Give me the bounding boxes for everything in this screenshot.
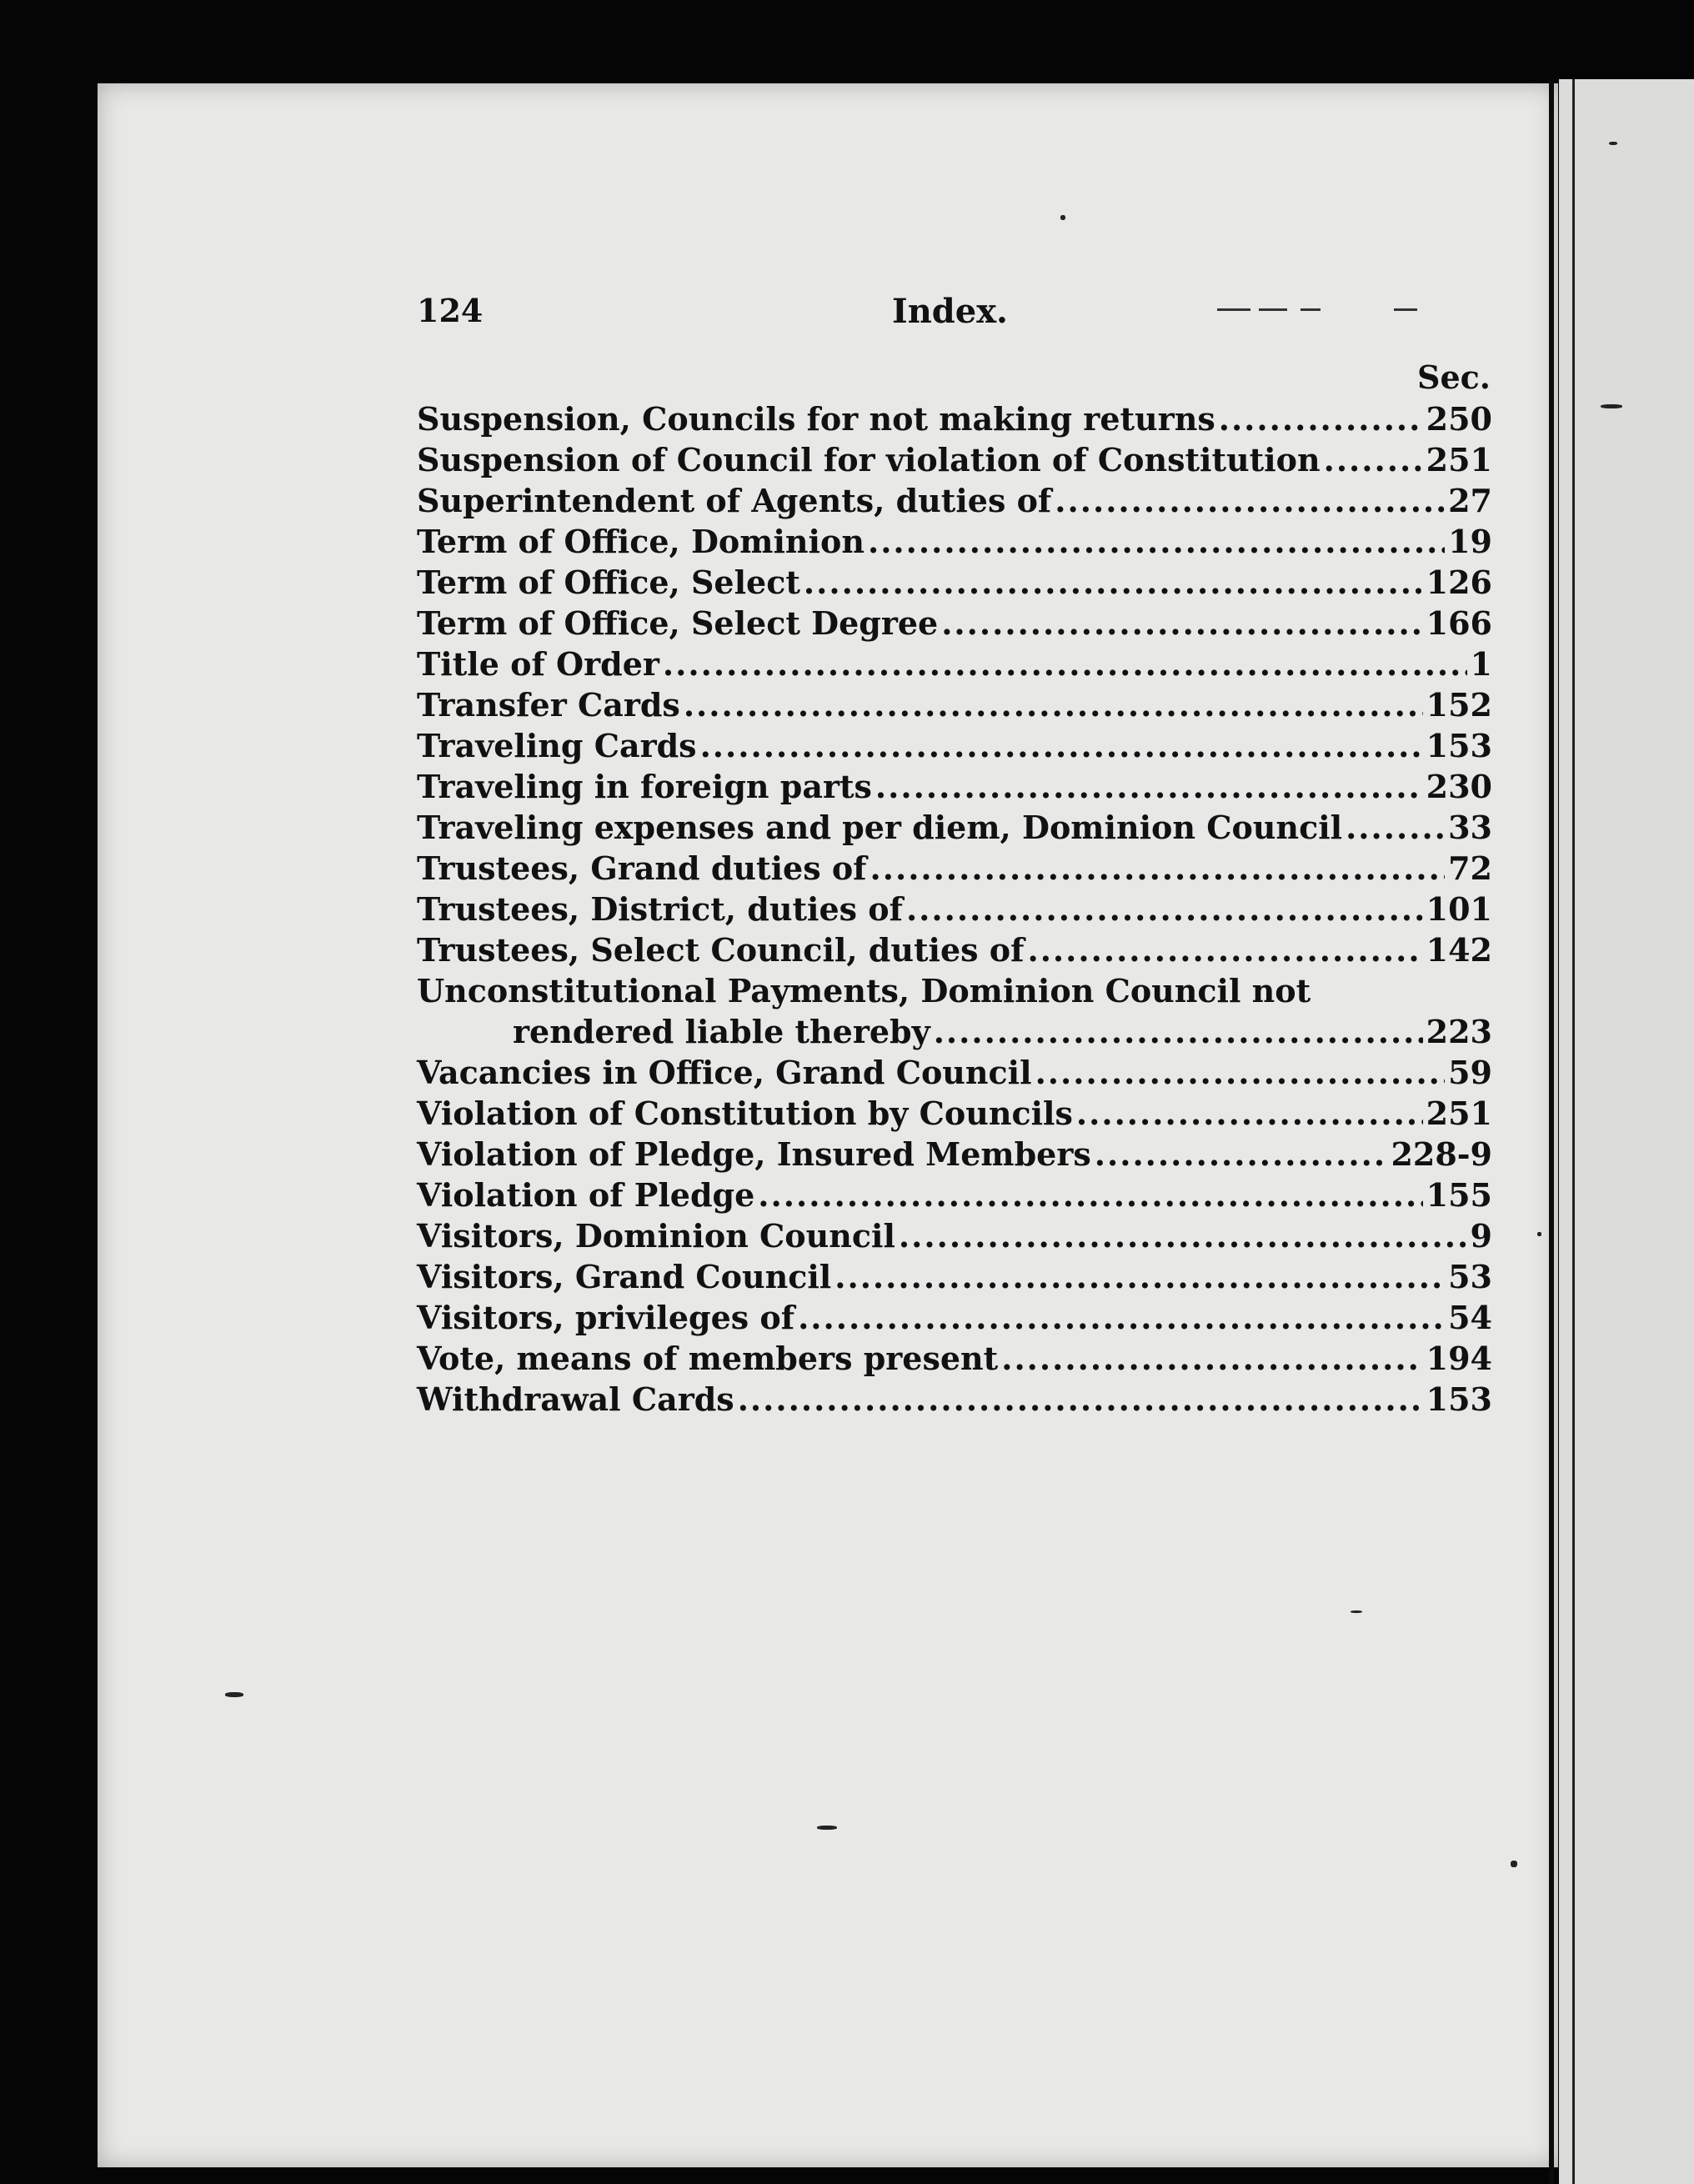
entry-label: Trustees, Select Council, duties of <box>417 931 1025 969</box>
index-entry-line <box>417 1011 1492 1052</box>
entry-label: Vote, means of members present <box>417 1340 999 1377</box>
entry-section-number: 53 <box>1448 1258 1492 1295</box>
entry-section-number: 152 <box>1426 686 1492 724</box>
entry-section-number: 27 <box>1448 482 1492 519</box>
dot-leader <box>738 1379 1423 1420</box>
entry-section-number: 142 <box>1426 931 1492 969</box>
entry-label: Suspension of Council for violation of Constitution <box>417 441 1321 478</box>
page-header <box>417 292 1494 342</box>
entry-section-number: 223 <box>1426 1013 1492 1050</box>
index-entry <box>417 1338 1492 1379</box>
index-list <box>417 398 1492 1420</box>
index-entry <box>417 1175 1492 1215</box>
entry-label: Transfer Cards <box>417 686 680 724</box>
index-entry <box>417 439 1492 480</box>
header-rule <box>1259 308 1287 311</box>
index-entry <box>417 970 1492 1052</box>
page-number: 124 <box>417 292 484 329</box>
index-entry <box>417 725 1492 766</box>
dot-leader <box>1346 807 1445 848</box>
index-entry <box>417 807 1492 848</box>
dot-leader <box>1055 480 1445 521</box>
dot-leader <box>1219 398 1423 439</box>
entry-label: Violation of Pledge <box>417 1176 755 1214</box>
dot-leader <box>684 684 1423 725</box>
entry-section-number: 251 <box>1426 441 1492 478</box>
entry-section-number: 153 <box>1426 727 1492 764</box>
index-entry <box>417 521 1492 562</box>
entry-label: Suspension, Councils for not making returns <box>417 400 1215 438</box>
entry-section-number: 251 <box>1426 1095 1492 1132</box>
dot-leader <box>1001 1338 1422 1379</box>
index-entry <box>417 929 1492 970</box>
entry-section-number: 228-9 <box>1391 1135 1492 1173</box>
entry-label: Traveling in foreign parts <box>417 768 872 805</box>
entry-label: Violation of Pledge, Insured Members <box>417 1135 1091 1173</box>
index-entry <box>417 603 1492 644</box>
dot-leader <box>804 562 1423 603</box>
index-entry <box>417 1379 1492 1420</box>
dot-leader <box>1324 439 1423 480</box>
index-entry <box>417 1297 1492 1338</box>
dot-leader <box>934 1011 1423 1052</box>
entry-section-number: 250 <box>1426 400 1492 438</box>
header-rule <box>1217 308 1250 311</box>
index-entry <box>417 1215 1492 1256</box>
entry-label: Visitors, Dominion Council <box>417 1217 895 1255</box>
entry-label: Visitors, Grand Council <box>417 1258 832 1295</box>
entry-section-number: 72 <box>1448 849 1492 887</box>
index-entry-line <box>417 970 1492 1011</box>
entry-label: Withdrawal Cards <box>417 1380 734 1418</box>
index-entry <box>417 889 1492 929</box>
dot-leader <box>906 889 1423 929</box>
entry-label: Term of Office, Select <box>417 564 800 601</box>
facing-page-edge <box>1559 79 1694 2184</box>
dot-leader <box>875 766 1423 807</box>
entry-label: Traveling Cards <box>417 727 697 764</box>
entry-label: Term of Office, Select Degree <box>417 604 939 642</box>
entry-section-number: 230 <box>1426 768 1492 805</box>
entry-section-number: 126 <box>1426 564 1492 601</box>
entry-label: Traveling expenses and per diem, Dominion Council <box>417 809 1343 846</box>
entry-label: Superintendent of Agents, duties of <box>417 482 1052 519</box>
section-column-label: Sec. <box>1417 358 1491 396</box>
index-entry <box>417 480 1492 521</box>
entry-label: Visitors, privileges of <box>417 1299 795 1336</box>
entry-section-number: 194 <box>1426 1340 1492 1377</box>
dot-leader <box>798 1297 1445 1338</box>
header-rule <box>1394 308 1417 311</box>
dot-leader <box>834 1256 1445 1297</box>
entry-label-continued: rendered liable thereby <box>513 1013 930 1050</box>
entry-section-number: 19 <box>1448 523 1492 560</box>
entry-section-number: 101 <box>1426 890 1492 928</box>
header-rule <box>1301 308 1321 311</box>
entry-label: Trustees, District, duties of <box>417 890 903 928</box>
dot-leader <box>1035 1052 1446 1093</box>
entry-label: Term of Office, Dominion <box>417 523 865 560</box>
dot-leader <box>870 848 1446 889</box>
facing-page-border <box>1572 79 1575 2184</box>
dot-leader <box>1076 1093 1423 1134</box>
entry-section-number: 1 <box>1470 645 1492 683</box>
entry-label: Trustees, Grand duties of <box>417 849 867 887</box>
dot-leader <box>1095 1134 1388 1175</box>
entry-section-number: 33 <box>1448 809 1492 846</box>
index-entry <box>417 1093 1492 1134</box>
entry-label: Title of Order <box>417 645 659 683</box>
index-entry <box>417 1256 1492 1297</box>
entry-section-number: 155 <box>1426 1176 1492 1214</box>
index-entry <box>417 562 1492 603</box>
dot-leader <box>899 1215 1467 1256</box>
entry-label: Unconstitutional Payments, Dominion Council not <box>417 972 1311 1009</box>
dot-leader <box>758 1175 1422 1215</box>
index-entry <box>417 644 1492 684</box>
entry-label: Vacancies in Office, Grand Council <box>417 1054 1032 1091</box>
dot-leader <box>941 603 1422 644</box>
page-title: Index. <box>892 292 1008 331</box>
dot-leader <box>700 725 1423 766</box>
entry-section-number: 166 <box>1426 604 1492 642</box>
dot-leader <box>868 521 1445 562</box>
index-entry <box>417 1134 1492 1175</box>
index-entry <box>417 1052 1492 1093</box>
entry-section-number: 59 <box>1448 1054 1492 1091</box>
entry-section-number: 54 <box>1448 1299 1492 1336</box>
dot-leader <box>1027 929 1422 970</box>
index-entry <box>417 766 1492 807</box>
entry-section-number: 9 <box>1470 1217 1492 1255</box>
entry-section-number: 153 <box>1426 1380 1492 1418</box>
dot-leader <box>663 644 1467 684</box>
entry-label: Violation of Constitution by Councils <box>417 1095 1073 1132</box>
index-entry <box>417 848 1492 889</box>
index-entry <box>417 684 1492 725</box>
index-entry <box>417 398 1492 439</box>
page-gutter-line <box>1549 79 1554 2184</box>
